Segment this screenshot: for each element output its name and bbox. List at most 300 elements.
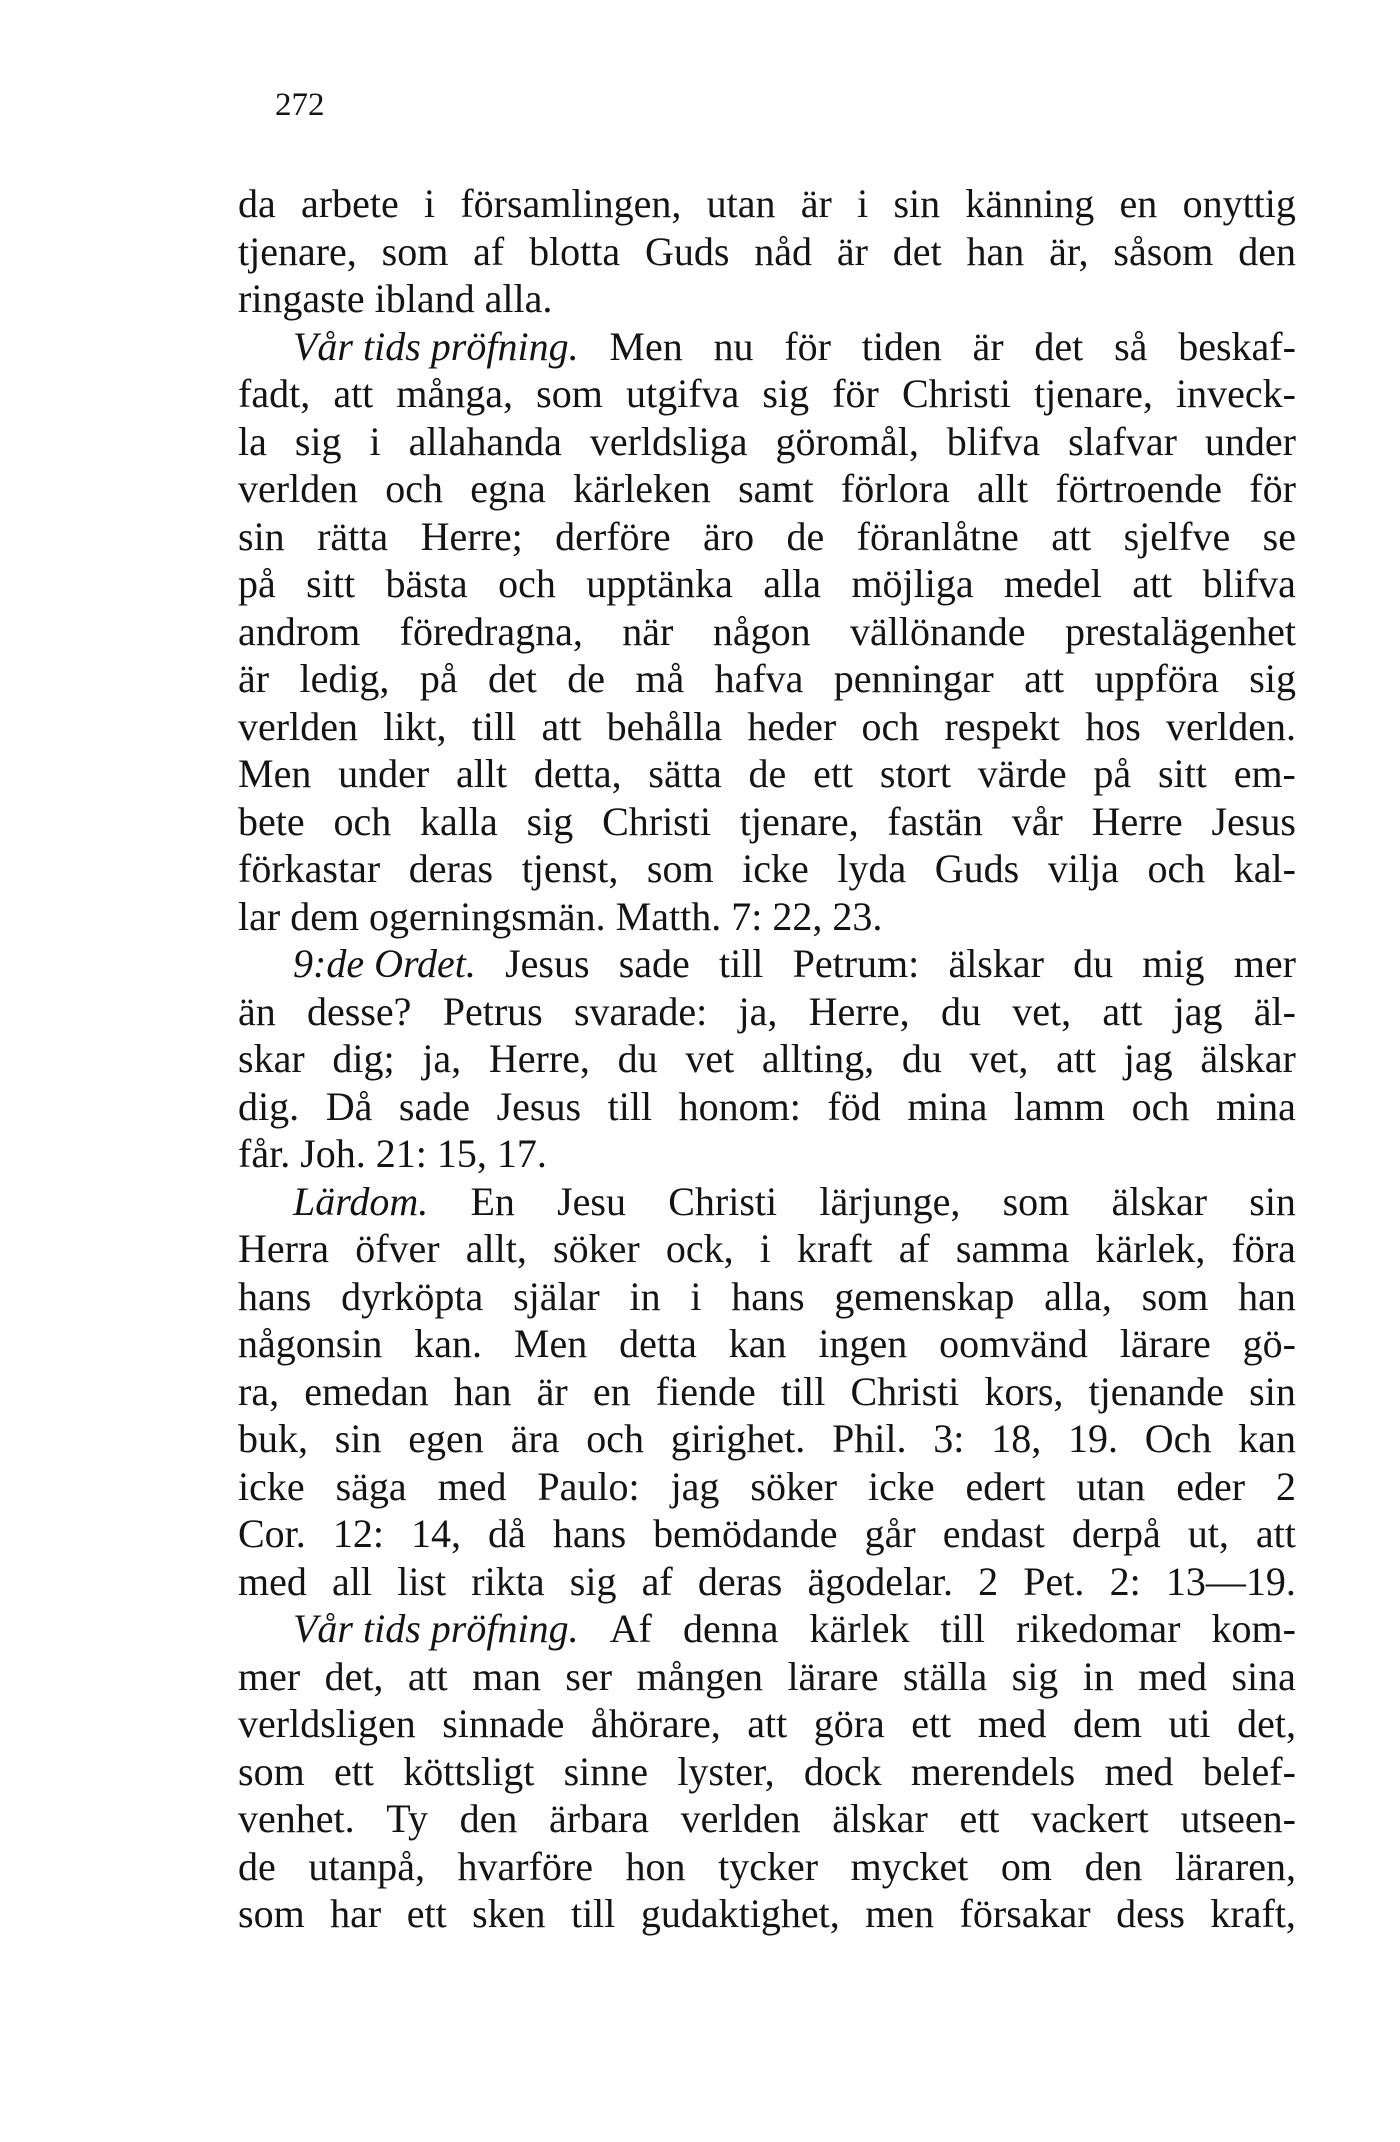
word: sade (618, 941, 690, 986)
word: Petrum: (792, 941, 920, 986)
word: vet, (1012, 988, 1072, 1034)
word: 13—19. (1165, 1558, 1296, 1604)
word: utgifva (625, 371, 740, 416)
word: lyster, (677, 1748, 775, 1794)
word: till (780, 1368, 826, 1414)
word: rikta (471, 1558, 545, 1604)
word: sade (398, 1083, 470, 1129)
word: bete (238, 798, 305, 844)
word: slafvar (1068, 418, 1177, 464)
word: allt (456, 751, 508, 796)
word: ärbara (549, 1796, 649, 1841)
word: ock, (665, 1226, 734, 1271)
text-line (238, 893, 1296, 941)
word: alla (763, 561, 822, 606)
word: många, (396, 371, 514, 416)
word: och (1147, 846, 1206, 891)
word: belef- (1202, 1748, 1296, 1794)
word: säga (335, 1463, 407, 1509)
word: Paulo: (537, 1463, 640, 1509)
word: han (1238, 1273, 1296, 1319)
word: Jesus (1211, 798, 1296, 844)
word: vet (685, 1036, 735, 1081)
line-text: ringaste ibland alla. (238, 276, 553, 321)
word: ingen (818, 1321, 908, 1366)
text-line (238, 1130, 1296, 1178)
word: sig (1011, 1653, 1059, 1699)
word: ägodelar. (807, 1558, 953, 1604)
word: ett (333, 1748, 374, 1794)
word: utan (1076, 1463, 1146, 1509)
word: sig (526, 798, 574, 844)
word: du (901, 1036, 942, 1081)
word: i (423, 181, 436, 226)
word: 2 (1275, 1463, 1296, 1509)
word: som (381, 228, 449, 274)
word: prestalägenhet (1064, 608, 1296, 654)
word: sig (762, 371, 810, 416)
word: man (472, 1653, 542, 1699)
word: med (1138, 1653, 1208, 1699)
word: girighet. (670, 1416, 806, 1461)
word: arbete (301, 181, 399, 226)
word: Cor. (238, 1511, 306, 1556)
word: icke (867, 1463, 935, 1509)
word: gemenskap (834, 1273, 1015, 1319)
word: som (238, 1891, 305, 1936)
word: ser (565, 1653, 613, 1699)
word: Då (325, 1083, 373, 1129)
word: och (385, 466, 443, 511)
word: att (747, 1701, 788, 1746)
word: sitt (1157, 751, 1207, 796)
word: Men (238, 751, 312, 796)
word: Phil. (832, 1416, 907, 1461)
word: det (1034, 323, 1084, 369)
word: vällönande (850, 608, 1026, 654)
word: Herre, (488, 1036, 590, 1081)
word: vår (1011, 798, 1063, 844)
page-number: 272 (275, 87, 325, 123)
word: Christi (902, 371, 1011, 416)
word: sin (1249, 1368, 1296, 1414)
word: kom- (1211, 1606, 1296, 1651)
word: ut, (1187, 1511, 1229, 1556)
word: emedan (304, 1368, 429, 1414)
word: af (641, 1558, 673, 1604)
word: kraft (797, 1226, 873, 1271)
text-line (238, 1415, 1296, 1463)
word: sin (238, 513, 285, 559)
word: på (238, 561, 276, 606)
word: jag (670, 1463, 720, 1509)
text-line (238, 560, 1296, 608)
word: utseen- (1180, 1796, 1296, 1841)
word: 12: (332, 1511, 384, 1556)
word: vackert (1031, 1796, 1149, 1841)
word: bästa (385, 561, 468, 606)
word: tiden (861, 323, 942, 369)
word: 14, (410, 1511, 461, 1556)
text-line (238, 1558, 1296, 1606)
word: Af (609, 1606, 652, 1651)
word: göra (813, 1701, 885, 1746)
word: stort (879, 751, 951, 796)
word: sin (1249, 1178, 1296, 1224)
word: endast (942, 1511, 1045, 1556)
word: ett (813, 751, 854, 796)
word: verlden. (1166, 703, 1296, 749)
word: en (592, 1368, 631, 1414)
word: älskar (1200, 1036, 1296, 1081)
word: bemödande (653, 1511, 838, 1556)
word: föra (1231, 1226, 1296, 1271)
word: mer (1233, 941, 1296, 986)
word: fastän (887, 798, 983, 844)
word: Guds (644, 228, 730, 274)
word: lärare (1119, 1321, 1211, 1366)
word: äl- (1253, 988, 1296, 1034)
word: kärleken (573, 466, 711, 511)
word: uti (1168, 1701, 1211, 1746)
word: älskar (948, 941, 1044, 986)
word: sätta (648, 751, 722, 796)
text-line (238, 1178, 1296, 1226)
word: dess (1116, 1891, 1185, 1936)
word: själar (513, 1273, 600, 1319)
word: nu (713, 323, 754, 369)
text-line (238, 1700, 1296, 1748)
word: 2: (1109, 1558, 1141, 1604)
word: de (567, 656, 605, 701)
word: vet, (969, 1036, 1029, 1081)
word: Ty (386, 1796, 428, 1841)
word: Men (513, 1321, 588, 1366)
text-line (238, 1273, 1296, 1321)
word: Herre, (808, 988, 910, 1034)
word: föd (827, 1083, 881, 1129)
word: vilja (1047, 846, 1119, 891)
word: verldsligen (238, 1701, 416, 1746)
word: Guds (934, 846, 1020, 891)
word: sinnade (442, 1701, 565, 1746)
word: allt (977, 466, 1029, 511)
text-line (238, 1510, 1296, 1558)
word: när (622, 608, 674, 654)
text-line (238, 180, 1296, 228)
word: list (397, 1558, 447, 1604)
section-heading: 9:de Ordet. (293, 941, 476, 986)
text-line (238, 1035, 1296, 1083)
word: än (238, 988, 276, 1034)
word: likt, (383, 703, 447, 749)
text-line (238, 1463, 1296, 1511)
word: sjelfve (1123, 513, 1231, 559)
word: inveck- (1175, 371, 1296, 416)
word: rikedomar (1016, 1606, 1181, 1651)
line-text: får. Joh. 21: 15, 17. (238, 1131, 547, 1176)
word: dock (803, 1748, 882, 1794)
word: buk, (238, 1416, 308, 1461)
word: Herra (238, 1226, 330, 1271)
word: tjenare, (238, 228, 357, 274)
word: med (238, 1558, 307, 1604)
word: föredragna, (399, 608, 583, 654)
word: försakar (959, 1891, 1091, 1936)
word: behålla (606, 703, 723, 749)
word: verlden (238, 703, 358, 749)
word: församlingen, (460, 181, 682, 226)
text-line (238, 465, 1296, 513)
word: alla, (1044, 1273, 1112, 1319)
word: honom: (678, 1083, 801, 1129)
word: ställa (902, 1653, 988, 1699)
word: deras (408, 846, 494, 891)
word: de (748, 751, 787, 796)
word: någon (712, 608, 811, 654)
word: som (1141, 1273, 1209, 1319)
word: derföre (555, 513, 671, 559)
word: hos (1085, 703, 1141, 749)
word: da (238, 181, 276, 226)
word: för (1249, 466, 1296, 511)
word: och (498, 561, 556, 606)
word: i (369, 418, 381, 464)
word: tjenare, (1034, 371, 1153, 416)
word: all (332, 1558, 373, 1604)
word: verlden (238, 466, 358, 511)
word: fadt, (238, 371, 311, 416)
word: de (238, 1843, 276, 1889)
word: så (1114, 323, 1148, 369)
word: möjliga (851, 561, 974, 606)
word: kal- (1233, 846, 1296, 891)
word: gö- (1242, 1321, 1296, 1366)
word: Herre; (420, 513, 523, 559)
word: du (617, 1036, 658, 1081)
word: kan (1238, 1416, 1296, 1461)
word: och (861, 703, 920, 749)
word: söker (553, 1226, 640, 1271)
word: den (1238, 228, 1296, 274)
word: nåd (754, 228, 813, 274)
word: blifva (1202, 561, 1296, 606)
text-line (238, 608, 1296, 656)
word: tjenst, (521, 846, 619, 891)
text-line (238, 940, 1296, 988)
word: är (238, 656, 270, 701)
word: sin (893, 181, 941, 226)
word: åhörare, (590, 1701, 721, 1746)
word: skar (238, 1036, 305, 1081)
word: verldsliga (589, 418, 748, 464)
word: upptänka (586, 561, 733, 606)
word: för (784, 323, 831, 369)
word: mina (907, 1083, 988, 1129)
word: öfver (355, 1226, 440, 1271)
word: sitt (306, 561, 356, 606)
word: la (238, 418, 267, 464)
word: uppföra (1094, 656, 1219, 701)
word: föranlåtne (856, 513, 1019, 559)
word: Jesus (496, 1083, 582, 1129)
word: kärlek, (1095, 1226, 1206, 1271)
word: att (1102, 988, 1143, 1034)
word: 19. (1068, 1416, 1118, 1461)
word: allahanda (408, 418, 562, 464)
text-line (238, 1368, 1296, 1416)
text-line (238, 1653, 1296, 1701)
word: utan (706, 181, 776, 226)
word: med (977, 1701, 1047, 1746)
word: kärlek (809, 1606, 910, 1651)
word: egna (470, 466, 546, 511)
text-line (238, 655, 1296, 703)
text-line (238, 1083, 1296, 1131)
word: kalla (420, 798, 498, 844)
word: utanpå, (308, 1843, 425, 1889)
word: hvarföre (457, 1843, 593, 1889)
word: detta, (533, 751, 622, 796)
word: af (473, 228, 505, 274)
word: ett (959, 1796, 1000, 1841)
word: kraft, (1210, 1891, 1296, 1936)
word: du (940, 988, 981, 1034)
word: må (635, 656, 685, 701)
word: som (1002, 1178, 1070, 1224)
text-line (238, 228, 1296, 276)
word: onyttig (1182, 181, 1296, 226)
word: till (718, 941, 764, 986)
word: och (586, 1416, 644, 1461)
word: till (471, 703, 517, 749)
word: du (1073, 941, 1114, 986)
word: under (1204, 418, 1296, 464)
word: androm (238, 608, 361, 654)
word: allt, (465, 1226, 527, 1271)
word: penningar (833, 656, 994, 701)
word: går (864, 1511, 916, 1556)
word: då (488, 1511, 526, 1556)
word: beskaf- (1178, 323, 1296, 369)
word: fiende (655, 1368, 756, 1414)
word: ja, (738, 988, 778, 1034)
word: allting, (761, 1036, 875, 1081)
word: desse? (307, 988, 412, 1034)
word: för (832, 371, 879, 416)
word: gudaktighet, (640, 1891, 840, 1936)
word: En (470, 1178, 515, 1224)
word: ja, (422, 1036, 462, 1081)
word: verlden (680, 1796, 801, 1841)
word: ett (911, 1701, 952, 1746)
word: att (1056, 1036, 1097, 1081)
text-line (238, 370, 1296, 418)
word: söker (750, 1463, 838, 1509)
text-line (238, 750, 1296, 798)
word: kors, (984, 1368, 1064, 1414)
word: att (1024, 656, 1065, 701)
word: den (1084, 1843, 1143, 1889)
word: ra, (238, 1368, 280, 1414)
word: respekt (944, 703, 1060, 749)
text-line (238, 1748, 1296, 1796)
word: hans (731, 1273, 805, 1319)
word: blifva (946, 418, 1041, 464)
word: dem (1073, 1701, 1142, 1746)
text-line (238, 1843, 1296, 1891)
word: han (966, 228, 1025, 274)
word: mina (1215, 1083, 1296, 1129)
word: icke (742, 846, 809, 891)
word: såsom (1113, 228, 1214, 274)
word: sig (1249, 656, 1296, 701)
word: som (238, 1748, 305, 1794)
word: till (570, 1891, 616, 1936)
word: lärare (787, 1653, 879, 1699)
word: Herre (1091, 798, 1183, 844)
section-heading: Lärdom. (293, 1178, 429, 1224)
word: sken (472, 1891, 546, 1936)
word: den (459, 1796, 518, 1841)
word: ett (406, 1891, 447, 1936)
word: har (330, 1891, 382, 1936)
word: till (607, 1083, 653, 1129)
word: svarade: (573, 988, 708, 1034)
word: tycker (718, 1843, 819, 1889)
word: egen (408, 1416, 484, 1461)
text-line (238, 418, 1296, 466)
word: jag (1123, 1036, 1173, 1081)
word: förkastar (238, 846, 381, 891)
word: dig. (238, 1083, 300, 1129)
word: i (690, 1273, 702, 1319)
word: denna (682, 1606, 779, 1651)
word: em- (1233, 751, 1296, 796)
word: en (1119, 181, 1158, 226)
word: dig; (332, 1036, 395, 1081)
word: på (1093, 751, 1132, 796)
word: det (487, 656, 537, 701)
word: mången (636, 1653, 764, 1699)
word: rätta (317, 513, 389, 559)
word: samma (955, 1226, 1070, 1271)
word: Pet. (1023, 1558, 1085, 1604)
line-text: lar dem ogerningsmän. Matth. 7: 22, 23. (238, 893, 883, 939)
word: in (1082, 1653, 1114, 1699)
word: medel (1004, 561, 1102, 606)
text-line (238, 845, 1296, 893)
word: Christi (602, 798, 711, 844)
word: känning (965, 181, 1095, 226)
word: in (629, 1273, 661, 1319)
word: tjenare, (739, 798, 859, 844)
text-line (238, 1795, 1296, 1843)
word: det, (1237, 1701, 1296, 1746)
word: hon (625, 1843, 686, 1889)
word: derpå (1071, 1511, 1161, 1556)
word: är (536, 1368, 568, 1414)
text-line (238, 275, 1296, 323)
word: sig (569, 1558, 617, 1604)
word: älskar (1111, 1178, 1208, 1224)
word: kan (728, 1321, 787, 1366)
word: i (857, 181, 869, 226)
word: Och (1144, 1416, 1212, 1461)
word: 18, (991, 1416, 1042, 1461)
text-line (238, 988, 1296, 1036)
word: jag (1173, 988, 1223, 1034)
